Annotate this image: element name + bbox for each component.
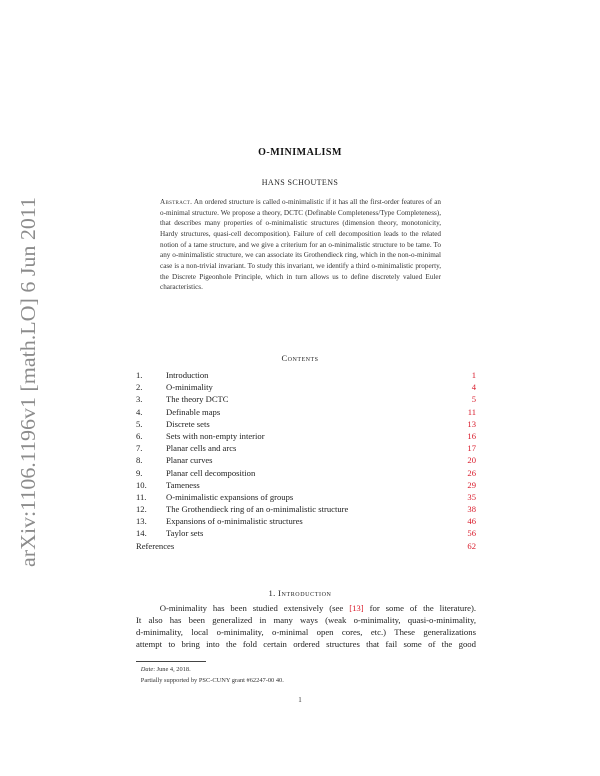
toc-entry[interactable]: [136, 527, 476, 539]
toc-entry-title: O-minimalistic expansions of groups: [166, 491, 294, 502]
toc-page-link[interactable]: 29: [467, 479, 476, 490]
toc-entry-number: 1.: [136, 370, 143, 380]
toc-entry[interactable]: [136, 515, 476, 527]
toc-entry[interactable]: [136, 393, 476, 405]
toc-entry-title: Tameness: [166, 479, 200, 490]
toc-entry-number: 14.: [136, 528, 147, 539]
body-line: attempt to bring into the fold certain ordered structures that fail some of the good: [136, 639, 476, 650]
toc-entry-number: 12.: [136, 504, 147, 515]
toc-page-link[interactable]: 4: [471, 382, 476, 393]
page-number: 1: [298, 696, 302, 704]
toc-entry-title: Taylor sets: [166, 528, 204, 539]
toc-page-link[interactable]: 16: [467, 430, 476, 441]
toc-entry[interactable]: [136, 454, 476, 466]
section-heading: [0, 588, 600, 598]
toc-entry-title: Introduction: [166, 370, 209, 380]
footnote-rule: [136, 661, 206, 662]
toc-page-link[interactable]: 5: [471, 394, 476, 405]
toc-entry-title: References: [136, 540, 175, 551]
toc-entry[interactable]: [136, 381, 476, 393]
toc-entry-number: 13.: [136, 516, 147, 527]
toc-entry[interactable]: [136, 430, 476, 442]
toc-entry-title: Planar cell decomposition: [166, 467, 256, 478]
section-number: 1.: [268, 588, 276, 598]
toc-entry[interactable]: [136, 491, 476, 503]
toc-page-link[interactable]: 62: [467, 540, 476, 551]
toc-entry-number: 3.: [136, 394, 143, 405]
toc-entry-title: Expansions of o-minimalistic structures: [166, 516, 303, 527]
toc-entry-number: 10.: [136, 479, 147, 490]
citation-link[interactable]: [13]: [349, 603, 364, 613]
table-of-contents: [136, 369, 476, 552]
toc-entry-number: 7.: [136, 443, 143, 454]
footnote-date: [136, 666, 476, 673]
toc-page-link[interactable]: 26: [467, 467, 476, 478]
toc-entry-title: The theory DCTC: [166, 394, 229, 405]
toc-page-link[interactable]: 17: [467, 443, 476, 454]
abstract: [160, 197, 441, 293]
toc-entry[interactable]: [136, 418, 476, 430]
toc-page-link[interactable]: 1: [471, 370, 476, 380]
intro-paragraph: [136, 602, 476, 650]
toc-entry-title: Definable maps: [166, 406, 221, 417]
body-line: d-minimality, local o-minimality, o-minimal open cores, etc.) These generalizations: [136, 627, 476, 638]
paper-author: HANS SCHOUTENS: [261, 178, 339, 187]
toc-entry-number: 5.: [136, 418, 143, 429]
toc-entry-title: Discrete sets: [166, 418, 210, 429]
body-line: O-minimality has been studied extensively (see [13] for some of the literature).: [159, 603, 477, 613]
toc-entry[interactable]: [136, 406, 476, 418]
toc-entry-number: 9.: [136, 467, 143, 478]
toc-page-link[interactable]: 56: [467, 528, 476, 539]
toc-entry-number: 8.: [136, 455, 143, 466]
toc-page-link[interactable]: 38: [467, 504, 476, 515]
date-value: : June 4, 2018.: [153, 666, 191, 673]
body-line: It also has been generalized in many ways (weak o-minimality, quasi-o-minimality,: [136, 615, 476, 626]
toc-entry-title: Sets with non-empty interior: [166, 430, 265, 441]
toc-entry[interactable]: [136, 503, 476, 515]
toc-entry-title: Planar cells and arcs: [166, 443, 237, 454]
toc-page-link[interactable]: 46: [467, 516, 476, 527]
toc-page-link[interactable]: 11: [467, 406, 476, 417]
toc-page-link[interactable]: 35: [467, 491, 476, 502]
toc-entry-title: The Grothendieck ring of an o-minimalistic structure: [166, 504, 349, 515]
toc-entry-title: O-minimality: [166, 382, 213, 393]
abstract-text: An ordered structure is called o-minimalistic if it has all the first-order features of an o-minimal structure. We propose a theory, DCTC (Definable Completeness/Type Completeness), that describes many properties of o-minimalistic structures (dimension theory, monotonicity, Hardy structures, quasi-cell decomposition). Failure of cell decomposition leads to the related notion of a tame structure, and we give a criterium for an o-minimalistic structure to be tame. To any o-minimalistic structure, we can associate its Grothendieck ring, which in the non-o-minimal case is a non-trivial invariant. To study this invariant, we identify a third o-minimalistic property, the Discrete Pigeonhole Principle, which in turn allows us to define discretely valued Euler characteristics.: [160, 198, 441, 292]
toc-entry[interactable]: [136, 467, 476, 479]
footnote-support: Partially supported by PSC-CUNY grant #62247-00 40.: [140, 677, 284, 684]
toc-entry[interactable]: [136, 442, 476, 454]
arxiv-stamp: [4, 195, 48, 570]
toc-entry-number: 11.: [136, 491, 147, 502]
toc-entry-number: 4.: [136, 406, 143, 417]
arxiv-stamp-text: arXiv:1106.1196v1 [math.LO] 6 Jun 2011: [16, 213, 40, 567]
toc-page-link[interactable]: 20: [467, 455, 476, 466]
date-label: Date: [140, 666, 154, 673]
toc-entry-number: 6.: [136, 430, 143, 441]
toc-entry[interactable]: [136, 369, 476, 381]
toc-page-link[interactable]: 13: [467, 418, 476, 429]
toc-entry[interactable]: [136, 479, 476, 491]
toc-entry-title: Planar curves: [166, 455, 213, 466]
section-title: Introduction: [278, 588, 332, 598]
paper-title: O-MINIMALISM: [258, 147, 342, 158]
toc-entry-number: 2.: [136, 382, 143, 393]
abstract-label: Abstract.: [160, 198, 193, 206]
contents-heading: Contents: [281, 353, 319, 363]
toc-entry[interactable]: [136, 540, 476, 552]
